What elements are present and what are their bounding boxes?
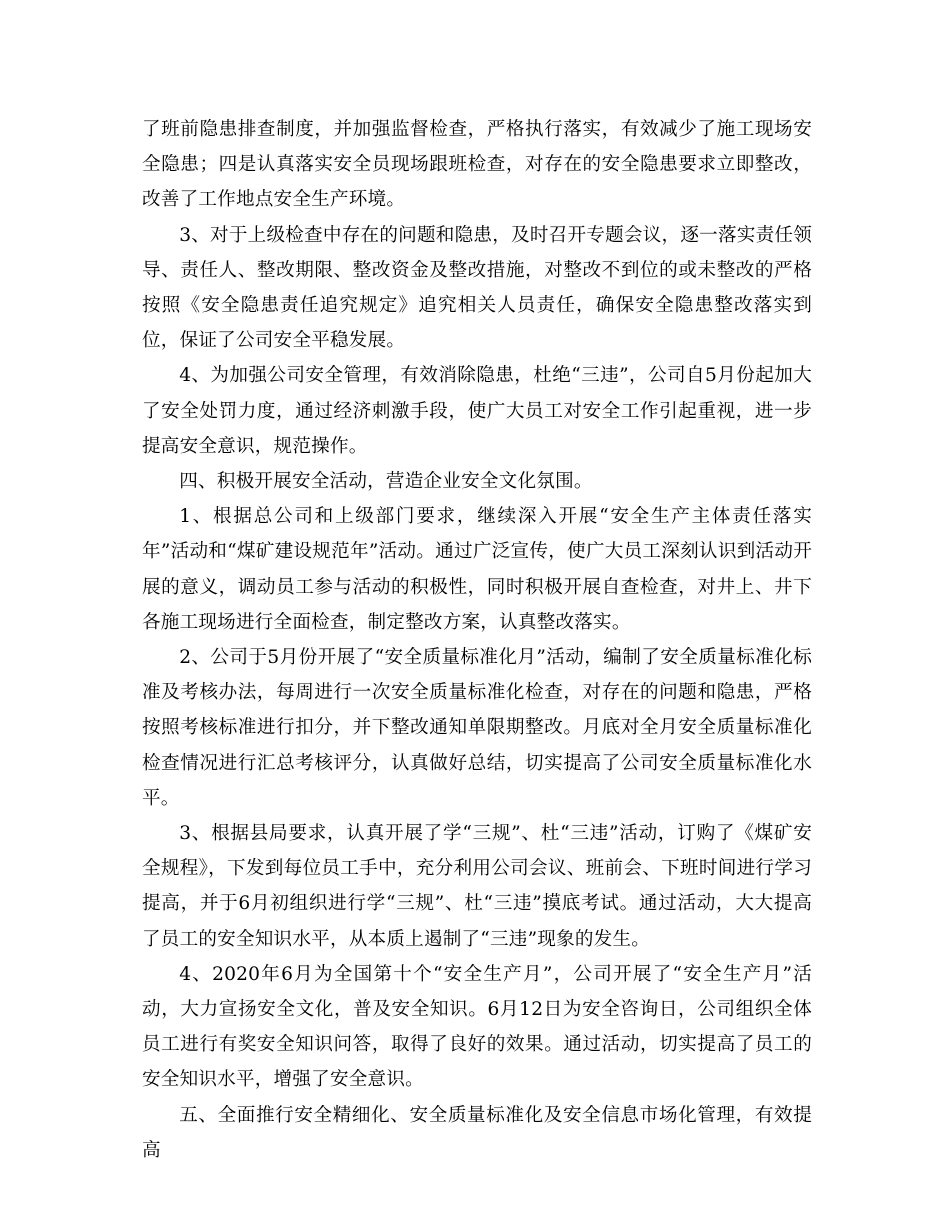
paragraph-item-1-activities: 1、根据总公司和上级部门要求，继续深入开展“安全生产主体责任落实年”活动和“煤矿建设规范年”活动。通过广泛宣传，使广大员工深刻认识到活动开展的意义，调动员工参与活动的积极性，同时积极开展自查检查，对井上、井下各施工现场进行全面检查，制定整改方案，认真整改落实。 — [142, 506, 812, 633]
paragraph-continuation: 了班前隐患排查制度，并加强监督检查，严格执行落实，有效减少了施工现场安全隐患；四是认真落实安全员现场跟班检查，对存在的安全隐患要求立即整改，改善了工作地点安全生产环境。 — [142, 119, 812, 211]
paragraph-item-3-regulations: 3、根据县局要求，认真开展了学“三规”、杜“三违”活动，订购了《煤矿安全规程》，下发到每位员工手中，充分利用公司会议、班前会、下班时间进行学习提高，并于6月初组织进行学“三规”、杜“三违”摸底考试。通过活动，大大提高了员工的安全知识水平，从本质上遏制了“三违”现象的发生。 — [142, 823, 812, 950]
paragraph-item-4-penalty: 4、为加强公司安全管理，有效消除隐患，杜绝“三违”，公司自5月份起加大了安全处罚力度，通过经济刺激手段，使广大员工对安全工作引起重视，进一步提高安全意识，规范操作。 — [142, 365, 812, 457]
paragraph-item-4-safety-month: 4、2020年6月为全国第十个“安全生产月”，公司开展了“安全生产月”活动，大力宣扬安全文化，普及安全知识。6月12日为安全咨询日，公司组织全体员工进行有奖安全知识问答，取得了良好的效果。通过活动，切实提高了员工的安全知识水平，增强了安全意识。 — [142, 963, 812, 1091]
paragraph-item-2-standardization: 2、公司于5月份开展了“安全质量标准化月”活动，编制了安全质量标准化标准及考核办法，每周进行一次安全质量标准化检查，对存在的问题和隐患，严格按照考核标准进行扣分，并下整改通知单限期整改。月底对全月安全质量标准化检查情况进行汇总考核评分，认真做好总结，切实提高了公司安全质量标准化水平。 — [142, 647, 812, 809]
document-page — [142, 112, 812, 1168]
section-heading-5: 五、全面推行安全精细化、安全质量标准化及安全信息市场化管理，有效提高 — [142, 1104, 812, 1161]
section-heading-4: 四、积极开展安全活动，营造企业安全文化氛围。 — [179, 471, 593, 493]
paragraph-item-3-rectification: 3、对于上级检查中存在的问题和隐患，及时召开专题会议，逐一落实责任领导、责任人、整改期限、整改资金及整改措施，对整改不到位的或未整改的严格按照《安全隐患责任追究规定》追究相关人员责任，确保安全隐患整改落实到位，保证了公司安全平稳发展。 — [142, 224, 812, 352]
